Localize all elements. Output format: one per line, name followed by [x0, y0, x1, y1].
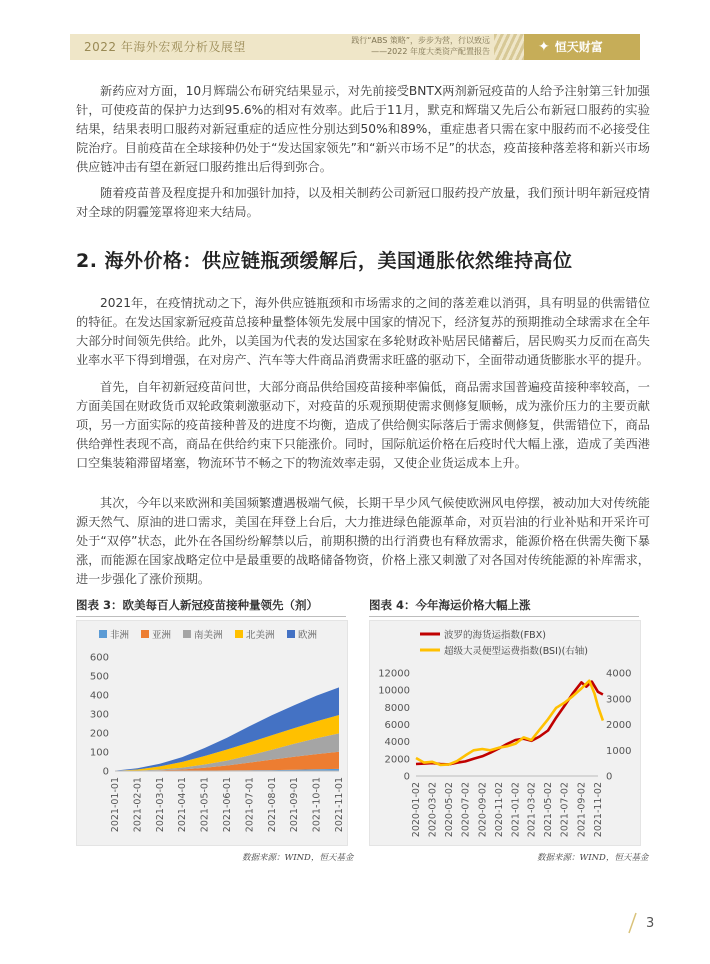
- figure-4-source: 数据来源：WIND，恒天基金: [537, 853, 649, 863]
- x-tick-label-3: 2021-04-01: [177, 777, 189, 833]
- legend-swatch-2: [183, 630, 191, 638]
- x-tick-label-4: 2021-05-01: [199, 777, 211, 833]
- legend-label-4: 欧洲: [298, 630, 318, 641]
- y-right-tick-label-0: 0: [606, 771, 613, 783]
- x-tick-label-1: 2021-02-01: [132, 777, 144, 833]
- figure-4-chart: [370, 621, 640, 845]
- x-tick-label-3: 2020-07-02: [460, 782, 472, 838]
- page-number: 3: [646, 916, 655, 931]
- y-right-tick-label-4: 4000: [606, 668, 632, 680]
- y-tick-label-4: 400: [89, 690, 109, 702]
- y-tick-label-1: 100: [89, 747, 109, 759]
- y-tick-label-6: 600: [89, 652, 109, 664]
- line-series-1: [416, 681, 603, 765]
- x-tick-label-2: 2020-05-02: [443, 782, 455, 838]
- x-tick-label-9: 2021-07-02: [559, 782, 571, 838]
- figure-3-divider: [76, 616, 346, 617]
- y-right-tick-label-3: 3000: [606, 694, 632, 706]
- x-tick-label-6: 2021-07-01: [244, 777, 256, 833]
- slogan-line-1: 践行“ABS 策略”，步步为营，行以致远: [351, 36, 490, 45]
- x-tick-label-9: 2021-10-01: [311, 777, 323, 833]
- legend-label-1: 超级大灵便型运费指数(BSI)(右轴): [444, 646, 589, 657]
- y-tick-label-2: 200: [89, 728, 109, 740]
- y-left-tick-label-4: 8000: [384, 702, 410, 714]
- y-left-tick-label-6: 12000: [378, 668, 410, 680]
- x-tick-label-8: 2021-05-02: [543, 782, 555, 838]
- slogan-line-2: ——2022 年度大类资产配置报告: [371, 47, 490, 56]
- x-tick-label-4: 2020-09-02: [477, 782, 489, 838]
- y-left-tick-label-2: 4000: [384, 737, 410, 749]
- x-tick-label-10: 2021-11-01: [334, 777, 345, 833]
- legend-swatch-3: [235, 630, 243, 638]
- x-tick-label-0: 2020-01-02: [411, 782, 422, 838]
- legend-label-2: 南美洲: [194, 630, 223, 641]
- y-tick-label-5: 500: [89, 671, 109, 683]
- figure-3-chart-box: [76, 620, 348, 846]
- y-left-tick-label-3: 6000: [384, 720, 410, 731]
- legend-label-0: 非洲: [110, 630, 130, 641]
- paragraph-4: 首先，自年初新冠疫苗问世，大部分商品供给国疫苗接种率偏低，商品需求国普遍疫苗接种率较高，一方面美国在财政货币双轮政策刺激驱动下，对疫苗的乐观预期使需求侧修复顺畅，成为涨价压力的主要贡献项，另一方面实际的疫苗接种普及的进度不均衡，造成了供给侧实际落后于需求侧修复，供需错位下，商品供给弹性表现不高，商品在供给约束下只能涨价。同时，国际航运价格在后疫时代大幅上涨，造成了美西港口空集装箱滞留堵塞，物流环节不畅之下的物流效率走弱，又使企业货运成本上升。: [76, 380, 650, 470]
- legend-label-1: 亚洲: [152, 630, 172, 641]
- y-left-tick-label-0: 0: [403, 771, 410, 783]
- x-tick-label-5: 2021-06-01: [222, 777, 233, 833]
- logo-icon: ✦: [538, 39, 550, 55]
- legend-swatch-1: [141, 630, 149, 638]
- y-tick-label-3: 300: [89, 709, 109, 721]
- x-tick-label-5: 2020-11-02: [493, 782, 505, 838]
- company-logo: [524, 34, 640, 60]
- x-tick-label-6: 2021-01-02: [510, 782, 522, 838]
- figure-3-chart: [77, 621, 347, 845]
- figure-3-title: 图表 3：欧美每百人新冠疫苗接种量领先（剂）: [76, 598, 319, 612]
- x-tick-label-7: 2021-03-02: [526, 782, 538, 838]
- page-header: [70, 34, 640, 60]
- y-right-tick-label-1: 1000: [606, 745, 632, 757]
- report-title: 2022 年海外宏观分析及展望: [84, 40, 246, 54]
- paragraph-1: 新药应对方面，10月辉瑞公布研究结果显示，对先前接受BNTX两剂新冠疫苗的人给予注射第三针加强针，可使疫苗的保护力达到95.6%的相对有效率。此后于11月，默克和辉瑞又先后公布新冠口服药的实验结果，结果表明口服药对新冠重症的适应性分别达到50%和89%，重症患者只需在家中服药而不必接受住院治疗。目前疫苗在全球接种仍处于“发达国家领先”和“新兴市场不足”的状态，疫苗接种落差将和新兴市场供应链冲击有望在新冠口服药推出后得到弥合。: [76, 84, 650, 174]
- y-tick-label-0: 0: [102, 766, 109, 778]
- paragraph-5: 其次，今年以来欧洲和美国频繁遭遇极端气候，长期干旱少风气候使欧洲风电停摆，被动加大对传统能源天然气、原油的进口需求，美国在拜登上台后，大力推进绿色能源革命，对页岩油的行业补贴和开采许可处于“双停”状态，此外在各国纷纷解禁以后，前期积攒的出行消费也有释放需求，能源价格在供需失衡下暴涨，而能源在国家战略定位中是最重要的战略储备物资，价格上涨又刺激了对各国对传统能源的补库需求，进一步强化了涨价预期。: [76, 496, 650, 586]
- paragraph-2: 随着疫苗普及程度提升和加强针加持，以及相关制药公司新冠口服药投产放量，我们预计明年新冠疫情对全球的阴霾笼罩将迎来大结局。: [76, 186, 650, 219]
- legend-swatch-0: [99, 630, 107, 638]
- y-left-tick-label-1: 2000: [384, 754, 410, 766]
- x-tick-label-7: 2021-08-01: [266, 777, 278, 833]
- legend-swatch-4: [287, 630, 295, 638]
- y-left-tick-label-5: 10000: [378, 685, 410, 697]
- figure-3-source: 数据来源：WIND，恒天基金: [242, 853, 354, 863]
- x-tick-label-2: 2021-03-01: [154, 777, 166, 833]
- legend-label-0: 波罗的海货运指数(FBX): [444, 630, 546, 641]
- paragraph-3: 2021年，在疫情扰动之下，海外供应链瓶颈和市场需求的之间的落差难以消弭，具有明显的供需错位的特征。在发达国家新冠疫苗总接种量整体领先发展中国家的情况下，经济复苏的预期推动全球需求在全年大部分时间领先供给。此外，以美国为代表的发达国家在多轮财政补贴居民储蓄后，居民购买力反而在高失业率水平下得到增强，在对房产、汽车等大件商品消费需求旺盛的驱动下，全面带动通货膨胀水平的提升。: [76, 296, 650, 367]
- page-number-slash: [626, 912, 640, 934]
- legend-label-3: 北美洲: [246, 630, 275, 641]
- report-slogan: [351, 35, 490, 57]
- header-stripes: [494, 34, 524, 60]
- figure-4-divider: [369, 616, 639, 617]
- x-tick-label-10: 2021-09-02: [576, 782, 588, 838]
- figure-4-chart-box: [369, 620, 641, 846]
- x-tick-label-0: 2021-01-01: [110, 777, 121, 833]
- x-tick-label-8: 2021-09-01: [289, 777, 301, 833]
- figure-4-title: 图表 4：今年海运价格大幅上涨: [369, 598, 531, 612]
- x-tick-label-1: 2020-03-02: [427, 782, 439, 838]
- logo-text: 恒天财富: [554, 40, 603, 54]
- x-tick-label-11: 2021-11-02: [593, 782, 604, 838]
- section-heading: 2. 海外价格：供应链瓶颈缓解后，美国通胀依然维持高位: [76, 250, 573, 272]
- y-right-tick-label-2: 2000: [606, 720, 632, 731]
